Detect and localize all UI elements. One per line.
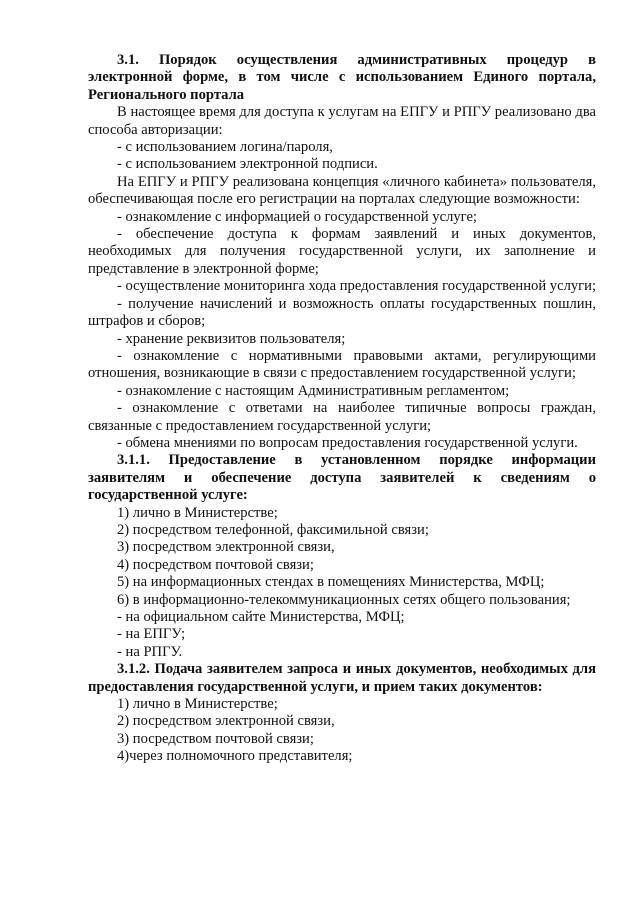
auth-method-item: - с использованием электронной подписи. xyxy=(117,156,378,173)
submission-channel-item: 1) лично в Министерстве; xyxy=(117,696,278,713)
feature-item: - ознакомление с ответами на наиболее типичные вопросы граждан, связанные с предоставлением государственной услуги; xyxy=(88,400,596,434)
info-channel-item: - на официальном сайте Министерства, МФЦ; xyxy=(117,609,405,625)
auth-intro-paragraph: В настоящее время для доступа к услугам на ЕПГУ и РПГУ реализовано два способа авторизации: xyxy=(88,104,596,138)
feature-item: - обмена мнениями по вопросам предоставления государственной услуги. xyxy=(117,434,578,451)
info-channel-item: - на ЕПГУ; xyxy=(117,626,186,643)
section-3-1-2-heading: 3.1.2. Подача заявителем запроса и иных документов, необходимых для предоставления государственной услуги, и прием таких документов: xyxy=(88,661,596,695)
personal-cabinet-paragraph: На ЕПГУ и РПГУ реализована концепция «личного кабинета» пользователя, обеспечивающая после его регистрации на порталах следующие возможности: xyxy=(88,173,596,208)
submission-channel-item: 4)через полномочного представителя; xyxy=(117,748,353,765)
submission-channel-item: 3) посредством почтовой связи; xyxy=(117,730,314,747)
feature-item: - ознакомление с информацией о государственной услуге; xyxy=(117,208,477,225)
info-channel-item: 4) посредством почтовой связи; xyxy=(117,556,314,573)
info-channel-item: 3) посредством электронной связи, xyxy=(117,539,335,556)
feature-item: - обеспечение доступа к формам заявлений и иных документов, необходимых для получения государственной услуги, их заполнение и представление в электронной форме; xyxy=(88,226,596,277)
info-channel-item: 1) лично в Министерстве; xyxy=(117,504,278,521)
info-channel-item: - на РПГУ. xyxy=(117,643,183,660)
info-channel-item: 5) на информационных стендах в помещениях Министерства, МФЦ; xyxy=(117,574,545,591)
feature-item: - ознакомление с настоящим Административным регламентом; xyxy=(117,382,510,399)
document-page xyxy=(88,52,596,766)
info-channel-item: 2) посредством телефонной, факсимильной связи; xyxy=(117,521,429,538)
feature-item: - получение начислений и возможность оплаты государственных пошлин, штрафов и сборов; xyxy=(88,295,596,330)
feature-item: - осуществление мониторинга хода предоставления государственной услуги; xyxy=(117,278,597,295)
info-channel-item: 6) в информационно-телекоммуникационных сетях общего пользования; xyxy=(117,591,571,608)
submission-channel-item: 2) посредством электронной связи, xyxy=(117,713,335,730)
auth-method-item: - с использованием логина/пароля, xyxy=(117,139,333,156)
section-3-1-1-heading: 3.1.1. Предоставление в установленном порядке информации заявителям и обеспечение доступа заявителей к сведениям о государственной услуге: xyxy=(88,452,596,504)
feature-item: - ознакомление с нормативными правовыми актами, регулирующими отношения, возникающие в связи с предоставлением государственной услуги; xyxy=(88,347,596,382)
feature-item: - хранение реквизитов пользователя; xyxy=(117,330,346,347)
section-3-1-heading: 3.1. Порядок осуществления административных процедур в электронной форме, в том числе с использованием Единого портала, Регионального портала xyxy=(88,52,596,103)
